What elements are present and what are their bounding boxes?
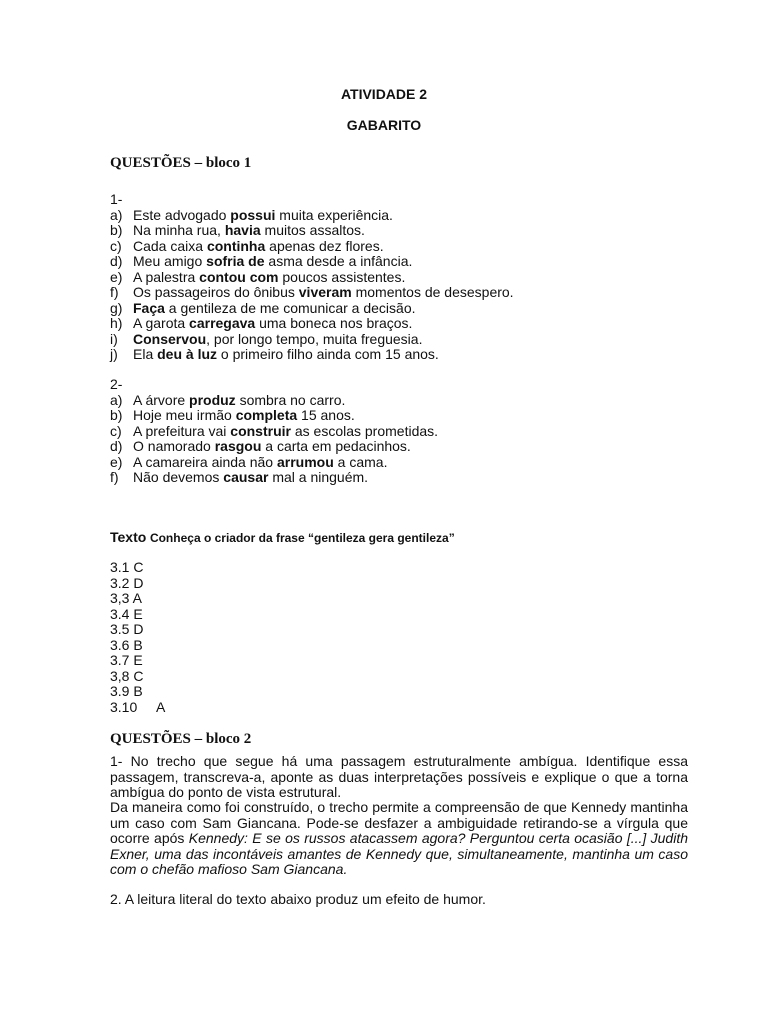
item-text-post: , por longo tempo, muita freguesia. (206, 330, 423, 347)
answer-letter: A (132, 590, 142, 606)
item-label: j) (110, 346, 118, 362)
item-text-bold: produz (189, 391, 236, 408)
item-label: b) (110, 407, 123, 423)
item-text-post: muitos assaltos. (260, 222, 365, 238)
item-label: e) (110, 268, 123, 285)
item-text-pre: A palestra (133, 268, 200, 285)
list-item (110, 270, 514, 286)
answer-number: 3,8 (110, 667, 130, 684)
item-text-post: o primeiro filho ainda com 15 anos. (217, 346, 439, 362)
item-text-bold: arrumou (276, 453, 334, 470)
item-text-post: poucos assistentes. (278, 268, 406, 285)
item-text-pre: Este advogado (133, 206, 231, 223)
item-text-post: muita experiência. (275, 206, 393, 223)
item-text-post: a gentileza de me comunicar a decisão. (164, 299, 416, 316)
item-text-post: a cama. (333, 453, 388, 470)
texto-label: Texto (110, 529, 147, 545)
list-item (110, 332, 514, 348)
answer-row (110, 669, 165, 685)
item-label: h) (110, 315, 123, 331)
item-label: d) (110, 438, 123, 454)
list-item (110, 285, 514, 301)
answer-row (110, 638, 165, 654)
answer-number: 3.9 (110, 683, 130, 699)
item-text-pre: O namorado (133, 438, 215, 454)
answer-row (110, 700, 165, 716)
bloco2-answer-quote: Kennedy: E se os russos atacassem agora? Perguntou certa ocasião [...] Judith Exner, uma das incontáveis amantes de Kennedy que, simultaneamente, mantinha um caso com o chefão mafioso Sam Giancana. (110, 830, 688, 877)
item-label: f) (110, 284, 119, 300)
answer-letter: B (133, 683, 143, 699)
question-2-block (110, 377, 438, 486)
answer-number: 3.2 (110, 574, 130, 591)
answer-row (110, 576, 165, 592)
answer-letter: A (156, 698, 166, 715)
item-text-post: asma desde a infância. (264, 253, 413, 269)
answer-number: 3.10 (110, 698, 138, 715)
answer-row (110, 622, 165, 638)
page-title: ATIVIDADE 2 (340, 86, 428, 102)
question-2-number: 2- (110, 376, 123, 392)
item-text-bold: viveram (298, 284, 352, 300)
answer-letter: E (133, 605, 143, 622)
item-text-pre: A garota (133, 315, 190, 331)
list-item (110, 316, 514, 332)
bloco2-answer (110, 800, 688, 878)
answer-row (110, 653, 165, 669)
item-text-pre: Os passageiros do ônibus (133, 284, 299, 300)
item-text-pre: Não devemos (133, 469, 224, 485)
item-text-bold: deu à luz (157, 346, 218, 362)
item-text-bold: sofria de (206, 253, 265, 269)
item-text-post: apenas dez flores. (265, 237, 384, 254)
item-text-pre: A camareira ainda não (133, 453, 277, 470)
item-label: d) (110, 253, 123, 269)
answer-row (110, 591, 165, 607)
question-1-number: 1- (110, 191, 123, 207)
item-text-pre: Cada caixa (133, 237, 207, 254)
item-text-post: 15 anos. (297, 407, 355, 423)
item-text-post: momentos de desespero. (351, 284, 514, 300)
item-text-pre: Hoje meu irmão (133, 407, 236, 423)
list-item (110, 455, 438, 471)
list-item (110, 239, 514, 255)
item-text-bold: causar (223, 469, 269, 485)
item-text-pre: Na minha rua, (133, 222, 225, 238)
item-text-pre: Ela (133, 346, 158, 362)
item-text-pre: A prefeitura vai (133, 422, 231, 439)
list-item (110, 439, 438, 455)
item-label: f) (110, 469, 119, 485)
item-label: a) (110, 206, 123, 223)
item-text-bold: possui (230, 206, 276, 223)
answer-row (110, 607, 165, 623)
item-text-bold: carregava (189, 315, 256, 331)
answers-list (110, 560, 165, 715)
item-text-bold: completa (235, 407, 298, 423)
answer-letter: D (133, 574, 144, 591)
answer-number: 3.1 (110, 559, 130, 575)
item-text-post: uma boneca nos braços. (255, 315, 413, 331)
answer-row (110, 560, 165, 576)
answer-number: 3.6 (110, 636, 130, 653)
answer-number: 3.4 (110, 605, 130, 622)
item-label: c) (110, 237, 122, 254)
bloco1-heading: QUESTÕES – bloco 1 (110, 155, 252, 171)
item-text-pre: A árvore (133, 391, 190, 408)
list-item (110, 223, 514, 239)
texto-heading (110, 529, 455, 545)
item-text-bold: Faça (133, 299, 165, 316)
bloco2-question-2: 2. A leitura literal do texto abaixo produz um efeito de humor. (110, 891, 486, 907)
texto-title: Conheça o criador da frase “gentileza gera gentileza” (149, 531, 455, 545)
answer-letter: C (133, 667, 144, 684)
answer-row (110, 684, 165, 700)
list-item (110, 424, 438, 440)
bloco2-heading: QUESTÕES – bloco 2 (110, 731, 252, 747)
item-text-bold: Conservou (133, 330, 207, 347)
answer-letter: B (133, 636, 143, 653)
question-1-block (110, 192, 514, 363)
item-text-post: sombra no carro. (235, 391, 346, 408)
list-item (110, 470, 438, 486)
item-label: a) (110, 391, 123, 408)
item-text-post: a carta em pedacinhos. (261, 438, 411, 454)
list-item (110, 408, 438, 424)
list-item (110, 254, 514, 270)
bloco2-answer-text: Da maneira como foi construído, o trecho permite a compreensão de que Kennedy mantinha um caso com Sam Giancana. Pode-se desfazer a ambiguidade retirando-se a vírgula que ocorre após (110, 799, 688, 846)
item-text-bold: construir (230, 422, 291, 439)
item-label: c) (110, 422, 122, 439)
answer-letter: C (133, 559, 144, 575)
answer-letter: D (133, 621, 144, 637)
answer-letter: E (133, 652, 143, 668)
item-label: b) (110, 222, 123, 238)
list-item (110, 393, 438, 409)
item-label: g) (110, 299, 123, 316)
item-text-bold: continha (206, 237, 266, 254)
item-label: e) (110, 453, 123, 470)
item-text-post: mal a ninguém. (268, 469, 369, 485)
question-1-list (110, 208, 514, 363)
item-text-post: as escolas prometidas. (290, 422, 439, 439)
item-text-bold: contou com (199, 268, 279, 285)
item-text-bold: havia (224, 222, 261, 238)
item-text-bold: rasgou (214, 438, 262, 454)
bloco2-question-1: 1- No trecho que segue há uma passagem estruturalmente ambígua. Identifique essa passagem, transcreva-a, aponte as duas interpretações possíveis e explique o que a torna ambígua do ponto de vista estrutural. (110, 753, 688, 800)
item-text-pre: Meu amigo (133, 253, 207, 269)
page-subtitle: GABARITO (346, 117, 422, 133)
item-label: i) (110, 330, 118, 347)
answer-number: 3,3 (110, 590, 130, 606)
answer-number: 3.7 (110, 652, 130, 668)
question-2-list (110, 393, 438, 486)
list-item (110, 301, 514, 317)
list-item (110, 208, 514, 224)
answer-number: 3.5 (110, 621, 130, 637)
list-item (110, 347, 514, 363)
